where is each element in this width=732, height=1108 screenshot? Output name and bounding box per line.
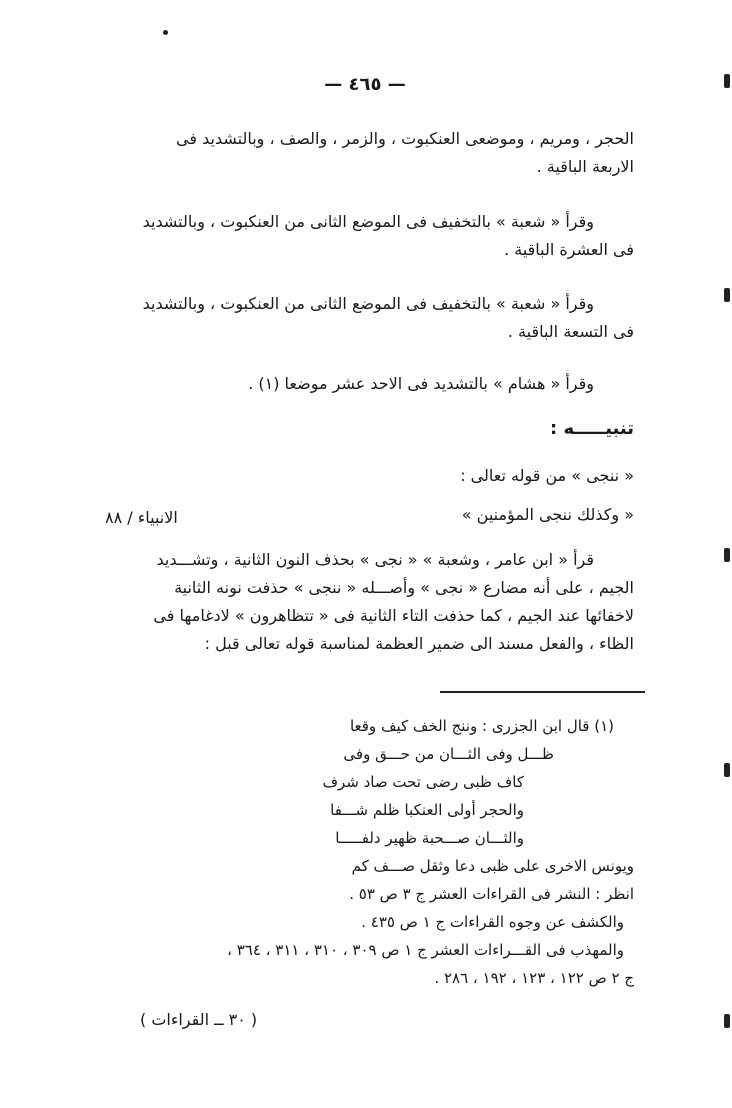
footnote-line: (١) قال ابن الجزرى : وننج الخف كيف وقعا — [349, 717, 614, 735]
footnote-line: ج ٢ ص ١٢٢ ، ١٢٣ ، ١٩٢ ، ٢٨٦ . — [434, 969, 634, 987]
text-line: وقرأ « هشام » بالتشديد فى الاحد عشر موضعا (١) . — [248, 374, 594, 393]
footnote-line: والثـــان صـــحبة ظهير دلفـــــا — [335, 829, 524, 847]
scan-dot — [724, 74, 730, 88]
page-footer: ( ٣٠ ــ القراءات ) — [140, 1010, 258, 1029]
verse-reference: الانبياء / ٨٨ — [105, 508, 178, 527]
footnote — [74, 712, 634, 992]
scan-dot — [163, 30, 168, 35]
footnote-line: كاف ظبى رضى تحت صاد شرف — [322, 773, 524, 791]
verse-line: « وكذلك ننجى المؤمنين » — [461, 505, 634, 524]
footnote-line: انظر : النشر فى القراءات العشر ج ٣ ص ٥٣ . — [349, 885, 634, 903]
scan-dot — [724, 548, 730, 562]
text-line: لاخفائها عند الجيم ، كما حذفت التاء الثانية فى « تتظاهرون » لادغامها فى — [153, 606, 634, 625]
paragraph — [94, 208, 634, 264]
paragraph — [94, 125, 634, 181]
footnote-line: ظـــل وفى الثـــان من حـــق وفى — [343, 745, 554, 763]
text-line: قرأ « ابن عامر ، وشعبة » « نجى » بحذف النون الثانية ، وتشـــديد — [156, 550, 594, 569]
scan-dot — [724, 1014, 730, 1028]
text-line: فى العشرة الباقية . — [504, 240, 634, 259]
verse-line: « ننجى » من قوله تعالى : — [460, 466, 634, 485]
footnote-line: والمهذب فى القـــراءات العشر ج ١ ص ٣٠٩ ، ٣١٠ ، ٣١١ ، ٣٦٤ ، — [227, 941, 624, 959]
scan-dot — [724, 763, 730, 777]
paragraph — [94, 290, 634, 346]
text-line: الاربعة الباقية . — [536, 157, 634, 176]
footnote-divider — [440, 691, 645, 693]
footnote-line: والكشف عن وجوه القراءات ج ١ ص ٤٣٥ . — [361, 913, 624, 931]
section-heading: تنبيـــــه : — [550, 418, 634, 439]
scan-dot — [724, 288, 730, 302]
text-line: وقرأ « شعبة » بالتخفيف فى الموضع الثانى من العنكبوت ، وبالتشديد — [142, 212, 594, 231]
text-line: الحجر ، ومريم ، وموضعى العنكبوت ، والزمر ، والصف ، وبالتشديد فى — [176, 129, 634, 148]
page-number: — ٤٦٥ — — [324, 74, 406, 95]
footnote-line: والحجر أولى العنكبا ظلم شـــفا — [330, 801, 524, 819]
paragraph — [94, 370, 634, 398]
text-line: فى التسعة الباقية . — [507, 322, 634, 341]
text-line: الظاء ، والفعل مسند الى ضمير العظمة لمناسبة قوله تعالى قبل : — [204, 634, 634, 653]
paragraph — [89, 546, 634, 658]
footnote-line: ويونس الاخرى على ظبى دعا وثقل صـــف كم — [351, 857, 634, 875]
text-line: الجيم ، على أنه مضارع « نجى » وأصـــله « ننجى » حذفت نونه الثانية — [174, 578, 634, 597]
text-line: وقرأ « شعبة » بالتخفيف فى الموضع الثانى من العنكبوت ، وبالتشديد — [142, 294, 594, 313]
